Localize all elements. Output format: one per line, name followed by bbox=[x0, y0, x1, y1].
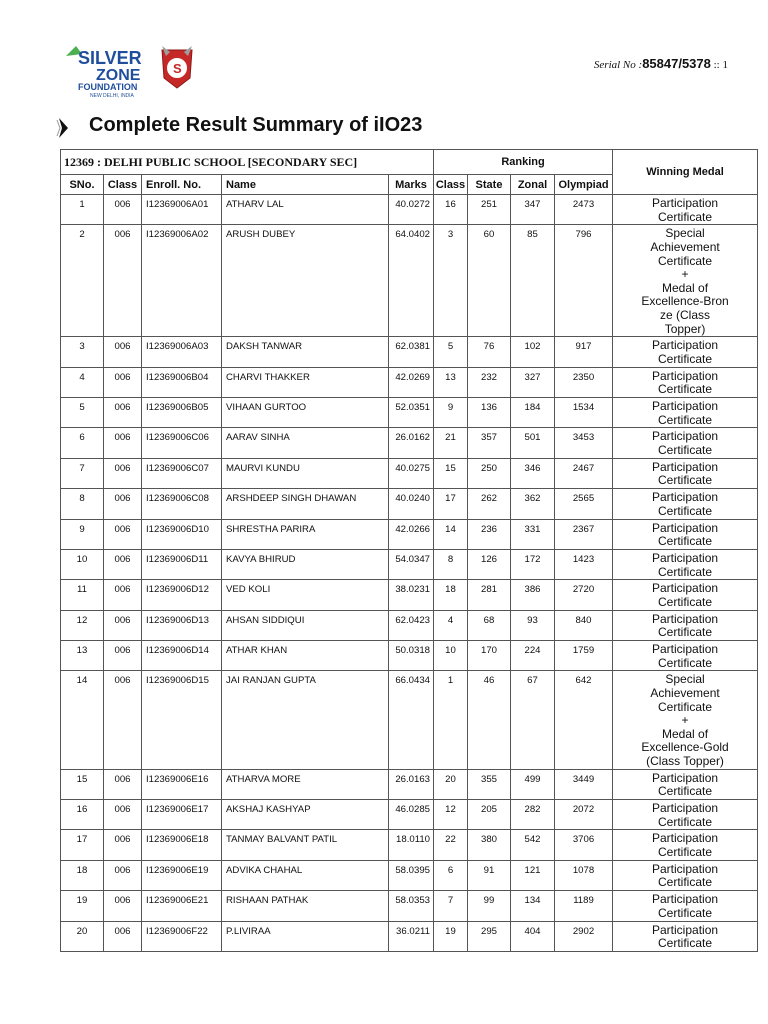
col-class: Class bbox=[104, 175, 142, 195]
cell-rank-olympiad: 3706 bbox=[555, 830, 613, 860]
cell-rank-olympiad: 2720 bbox=[555, 580, 613, 610]
cell-medal: Special Achievement Certificate + Medal of Excellence-Gold (Class Topper) bbox=[613, 671, 758, 769]
cell-rank-olympiad: 2467 bbox=[555, 458, 613, 488]
cell-sno: 17 bbox=[61, 830, 104, 860]
table-row bbox=[61, 580, 758, 610]
cell-rank-olympiad: 1759 bbox=[555, 641, 613, 671]
col-rank-zonal: Zonal bbox=[511, 175, 555, 195]
cell-name: P.LIVIRAA bbox=[222, 921, 389, 951]
cell-sno: 5 bbox=[61, 397, 104, 427]
cell-enroll: I12369006D12 bbox=[142, 580, 222, 610]
cell-rank-state: 76 bbox=[468, 337, 511, 367]
cell-name: ATHARVA MORE bbox=[222, 769, 389, 799]
ranking-header: Ranking bbox=[434, 150, 613, 175]
cell-enroll: I12369006C08 bbox=[142, 489, 222, 519]
cell-medal: Participation Certificate bbox=[613, 519, 758, 549]
cell-marks: 40.0240 bbox=[389, 489, 434, 519]
serial-value: 85847/5378 bbox=[642, 56, 711, 71]
cell-rank-class: 18 bbox=[434, 580, 468, 610]
col-rank-state: State bbox=[468, 175, 511, 195]
cell-marks: 26.0162 bbox=[389, 428, 434, 458]
cell-medal: Participation Certificate bbox=[613, 610, 758, 640]
cell-class: 006 bbox=[104, 641, 142, 671]
cell-medal: Participation Certificate bbox=[613, 921, 758, 951]
cell-rank-olympiad: 2902 bbox=[555, 921, 613, 951]
table-row bbox=[61, 489, 758, 519]
cell-rank-class: 14 bbox=[434, 519, 468, 549]
cell-name: AHSAN SIDDIQUI bbox=[222, 610, 389, 640]
cell-name: VED KOLI bbox=[222, 580, 389, 610]
cell-sno: 8 bbox=[61, 489, 104, 519]
cell-rank-state: 281 bbox=[468, 580, 511, 610]
cell-marks: 40.0275 bbox=[389, 458, 434, 488]
cell-rank-state: 68 bbox=[468, 610, 511, 640]
cell-sno: 15 bbox=[61, 769, 104, 799]
cell-name: MAURVI KUNDU bbox=[222, 458, 389, 488]
svg-text:FOUNDATION: FOUNDATION bbox=[78, 82, 138, 92]
cell-class: 006 bbox=[104, 397, 142, 427]
cell-name: ARSHDEEP SINGH DHAWAN bbox=[222, 489, 389, 519]
cell-name: ATHARV LAL bbox=[222, 195, 389, 225]
cell-rank-class: 10 bbox=[434, 641, 468, 671]
cell-name: RISHAAN PATHAK bbox=[222, 891, 389, 921]
cell-marks: 52.0351 bbox=[389, 397, 434, 427]
chevron-right-icon bbox=[56, 116, 72, 140]
cell-enroll: I12369006E21 bbox=[142, 891, 222, 921]
table-row bbox=[61, 519, 758, 549]
cell-sno: 4 bbox=[61, 367, 104, 397]
cell-rank-class: 19 bbox=[434, 921, 468, 951]
cell-rank-zonal: 327 bbox=[511, 367, 555, 397]
cell-rank-state: 251 bbox=[468, 195, 511, 225]
table-row bbox=[61, 769, 758, 799]
cell-class: 006 bbox=[104, 891, 142, 921]
cell-medal: Participation Certificate bbox=[613, 397, 758, 427]
cell-rank-zonal: 85 bbox=[511, 225, 555, 337]
cell-enroll: I12369006D13 bbox=[142, 610, 222, 640]
cell-rank-class: 17 bbox=[434, 489, 468, 519]
cell-medal: Participation Certificate bbox=[613, 458, 758, 488]
cell-class: 006 bbox=[104, 860, 142, 890]
cell-rank-olympiad: 3453 bbox=[555, 428, 613, 458]
cell-medal: Special Achievement Certificate + Medal of Excellence-Bron ze (Class Topper) bbox=[613, 225, 758, 337]
cell-medal: Participation Certificate bbox=[613, 641, 758, 671]
cell-rank-zonal: 282 bbox=[511, 800, 555, 830]
cell-medal: Participation Certificate bbox=[613, 800, 758, 830]
cell-name: AKSHAJ KASHYAP bbox=[222, 800, 389, 830]
cell-rank-olympiad: 1189 bbox=[555, 891, 613, 921]
cell-sno: 19 bbox=[61, 891, 104, 921]
cell-rank-state: 170 bbox=[468, 641, 511, 671]
page-title: Complete Result Summary of iIO23 bbox=[89, 114, 423, 136]
cell-sno: 2 bbox=[61, 225, 104, 337]
cell-marks: 40.0272 bbox=[389, 195, 434, 225]
cell-rank-class: 8 bbox=[434, 549, 468, 579]
cell-name: ARUSH DUBEY bbox=[222, 225, 389, 337]
cell-rank-class: 4 bbox=[434, 610, 468, 640]
cell-rank-class: 9 bbox=[434, 397, 468, 427]
cell-marks: 42.0266 bbox=[389, 519, 434, 549]
cell-enroll: I12369006B04 bbox=[142, 367, 222, 397]
cell-marks: 58.0353 bbox=[389, 891, 434, 921]
col-name: Name bbox=[222, 175, 389, 195]
cell-class: 006 bbox=[104, 921, 142, 951]
cell-rank-state: 236 bbox=[468, 519, 511, 549]
cell-rank-state: 232 bbox=[468, 367, 511, 397]
table-row bbox=[61, 671, 758, 769]
cell-medal: Participation Certificate bbox=[613, 860, 758, 890]
cell-rank-class: 21 bbox=[434, 428, 468, 458]
cell-name: DAKSH TANWAR bbox=[222, 337, 389, 367]
cell-name: ATHAR KHAN bbox=[222, 641, 389, 671]
cell-rank-zonal: 499 bbox=[511, 769, 555, 799]
cell-marks: 42.0269 bbox=[389, 367, 434, 397]
result-table bbox=[60, 149, 758, 952]
cell-marks: 38.0231 bbox=[389, 580, 434, 610]
table-row bbox=[61, 337, 758, 367]
cell-name: KAVYA BHIRUD bbox=[222, 549, 389, 579]
cell-sno: 11 bbox=[61, 580, 104, 610]
cell-sno: 14 bbox=[61, 671, 104, 769]
cell-rank-zonal: 404 bbox=[511, 921, 555, 951]
cell-rank-olympiad: 917 bbox=[555, 337, 613, 367]
cell-rank-olympiad: 2473 bbox=[555, 195, 613, 225]
silverzone-logo bbox=[62, 42, 212, 102]
cell-rank-zonal: 93 bbox=[511, 610, 555, 640]
cell-rank-class: 7 bbox=[434, 891, 468, 921]
cell-rank-state: 99 bbox=[468, 891, 511, 921]
cell-class: 006 bbox=[104, 225, 142, 337]
cell-class: 006 bbox=[104, 830, 142, 860]
cell-enroll: I12369006A02 bbox=[142, 225, 222, 337]
table-row bbox=[61, 397, 758, 427]
cell-medal: Participation Certificate bbox=[613, 489, 758, 519]
school-name: 12369 : DELHI PUBLIC SCHOOL [SECONDARY SEC] bbox=[61, 150, 434, 175]
cell-rank-state: 250 bbox=[468, 458, 511, 488]
cell-rank-zonal: 184 bbox=[511, 397, 555, 427]
cell-rank-olympiad: 3449 bbox=[555, 769, 613, 799]
cell-marks: 62.0423 bbox=[389, 610, 434, 640]
cell-sno: 18 bbox=[61, 860, 104, 890]
cell-name: JAI RANJAN GUPTA bbox=[222, 671, 389, 769]
cell-rank-state: 46 bbox=[468, 671, 511, 769]
cell-rank-olympiad: 2350 bbox=[555, 367, 613, 397]
cell-rank-olympiad: 642 bbox=[555, 671, 613, 769]
cell-class: 006 bbox=[104, 671, 142, 769]
cell-rank-olympiad: 2367 bbox=[555, 519, 613, 549]
cell-marks: 64.0402 bbox=[389, 225, 434, 337]
cell-medal: Participation Certificate bbox=[613, 891, 758, 921]
cell-marks: 26.0163 bbox=[389, 769, 434, 799]
cell-marks: 58.0395 bbox=[389, 860, 434, 890]
cell-medal: Participation Certificate bbox=[613, 428, 758, 458]
cell-enroll: I12369006C06 bbox=[142, 428, 222, 458]
table-row bbox=[61, 428, 758, 458]
cell-name: SHRESTHA PARIRA bbox=[222, 519, 389, 549]
cell-rank-state: 126 bbox=[468, 549, 511, 579]
svg-text:ZONE: ZONE bbox=[96, 67, 141, 84]
cell-sno: 13 bbox=[61, 641, 104, 671]
cell-class: 006 bbox=[104, 367, 142, 397]
cell-sno: 7 bbox=[61, 458, 104, 488]
cell-medal: Participation Certificate bbox=[613, 337, 758, 367]
table-row bbox=[61, 195, 758, 225]
cell-class: 006 bbox=[104, 580, 142, 610]
table-row bbox=[61, 800, 758, 830]
cell-medal: Participation Certificate bbox=[613, 549, 758, 579]
cell-name: VIHAAN GURTOO bbox=[222, 397, 389, 427]
table-row bbox=[61, 860, 758, 890]
cell-rank-class: 6 bbox=[434, 860, 468, 890]
cell-enroll: I12369006A01 bbox=[142, 195, 222, 225]
cell-marks: 54.0347 bbox=[389, 549, 434, 579]
cell-marks: 62.0381 bbox=[389, 337, 434, 367]
cell-rank-zonal: 102 bbox=[511, 337, 555, 367]
svg-text:S: S bbox=[173, 61, 182, 76]
cell-rank-state: 380 bbox=[468, 830, 511, 860]
cell-sno: 12 bbox=[61, 610, 104, 640]
svg-text:SILVER: SILVER bbox=[78, 48, 142, 68]
cell-rank-olympiad: 2565 bbox=[555, 489, 613, 519]
cell-rank-state: 60 bbox=[468, 225, 511, 337]
cell-name: CHARVI THAKKER bbox=[222, 367, 389, 397]
cell-rank-zonal: 134 bbox=[511, 891, 555, 921]
cell-rank-class: 12 bbox=[434, 800, 468, 830]
cell-marks: 50.0318 bbox=[389, 641, 434, 671]
cell-rank-state: 136 bbox=[468, 397, 511, 427]
cell-sno: 10 bbox=[61, 549, 104, 579]
cell-name: TANMAY BALVANT PATIL bbox=[222, 830, 389, 860]
col-rank-class: Class bbox=[434, 175, 468, 195]
table-row bbox=[61, 641, 758, 671]
cell-rank-zonal: 172 bbox=[511, 549, 555, 579]
cell-marks: 18.0110 bbox=[389, 830, 434, 860]
cell-rank-zonal: 386 bbox=[511, 580, 555, 610]
table-row bbox=[61, 225, 758, 337]
cell-class: 006 bbox=[104, 519, 142, 549]
cell-rank-zonal: 331 bbox=[511, 519, 555, 549]
cell-medal: Participation Certificate bbox=[613, 367, 758, 397]
cell-class: 006 bbox=[104, 549, 142, 579]
table-row bbox=[61, 367, 758, 397]
col-rank-olympiad: Olympiad bbox=[555, 175, 613, 195]
cell-class: 006 bbox=[104, 458, 142, 488]
cell-medal: Participation Certificate bbox=[613, 195, 758, 225]
cell-rank-class: 15 bbox=[434, 458, 468, 488]
cell-medal: Participation Certificate bbox=[613, 769, 758, 799]
cell-rank-zonal: 501 bbox=[511, 428, 555, 458]
cell-rank-zonal: 67 bbox=[511, 671, 555, 769]
cell-rank-class: 3 bbox=[434, 225, 468, 337]
cell-name: AARAV SINHA bbox=[222, 428, 389, 458]
cell-enroll: I12369006E18 bbox=[142, 830, 222, 860]
cell-sno: 3 bbox=[61, 337, 104, 367]
cell-enroll: I12369006F22 bbox=[142, 921, 222, 951]
svg-text:NEW DELHI, INDIA: NEW DELHI, INDIA bbox=[90, 93, 134, 99]
cell-rank-zonal: 121 bbox=[511, 860, 555, 890]
cell-class: 006 bbox=[104, 195, 142, 225]
cell-sno: 6 bbox=[61, 428, 104, 458]
cell-rank-zonal: 542 bbox=[511, 830, 555, 860]
cell-name: ADVIKA CHAHAL bbox=[222, 860, 389, 890]
cell-rank-state: 205 bbox=[468, 800, 511, 830]
cell-rank-olympiad: 1423 bbox=[555, 549, 613, 579]
cell-rank-zonal: 362 bbox=[511, 489, 555, 519]
cell-sno: 1 bbox=[61, 195, 104, 225]
cell-sno: 16 bbox=[61, 800, 104, 830]
cell-sno: 20 bbox=[61, 921, 104, 951]
col-enroll: Enroll. No. bbox=[142, 175, 222, 195]
cell-class: 006 bbox=[104, 337, 142, 367]
cell-rank-state: 262 bbox=[468, 489, 511, 519]
cell-enroll: I12369006E16 bbox=[142, 769, 222, 799]
cell-rank-class: 16 bbox=[434, 195, 468, 225]
cell-enroll: I12369006D11 bbox=[142, 549, 222, 579]
winning-medal-header: Winning Medal bbox=[613, 150, 758, 195]
cell-rank-class: 13 bbox=[434, 367, 468, 397]
cell-enroll: I12369006D10 bbox=[142, 519, 222, 549]
serial-label: Serial No : bbox=[593, 59, 643, 71]
cell-class: 006 bbox=[104, 489, 142, 519]
cell-rank-zonal: 347 bbox=[511, 195, 555, 225]
cell-rank-olympiad: 1078 bbox=[555, 860, 613, 890]
cell-rank-olympiad: 2072 bbox=[555, 800, 613, 830]
cell-rank-olympiad: 796 bbox=[555, 225, 613, 337]
cell-medal: Participation Certificate bbox=[613, 580, 758, 610]
cell-rank-class: 22 bbox=[434, 830, 468, 860]
cell-marks: 46.0285 bbox=[389, 800, 434, 830]
cell-sno: 9 bbox=[61, 519, 104, 549]
cell-enroll: I12369006C07 bbox=[142, 458, 222, 488]
cell-rank-state: 357 bbox=[468, 428, 511, 458]
table-row bbox=[61, 458, 758, 488]
table-row bbox=[61, 830, 758, 860]
cell-enroll: I12369006A03 bbox=[142, 337, 222, 367]
cell-marks: 66.0434 bbox=[389, 671, 434, 769]
cell-rank-class: 1 bbox=[434, 671, 468, 769]
cell-marks: 36.0211 bbox=[389, 921, 434, 951]
table-row bbox=[61, 891, 758, 921]
col-sno: SNo. bbox=[61, 175, 104, 195]
cell-rank-class: 5 bbox=[434, 337, 468, 367]
table-row bbox=[61, 549, 758, 579]
cell-rank-state: 91 bbox=[468, 860, 511, 890]
cell-class: 006 bbox=[104, 610, 142, 640]
cell-enroll: I12369006D15 bbox=[142, 671, 222, 769]
serial-page: :: 1 bbox=[713, 59, 728, 71]
cell-enroll: I12369006B05 bbox=[142, 397, 222, 427]
col-marks: Marks bbox=[389, 175, 434, 195]
cell-rank-olympiad: 1534 bbox=[555, 397, 613, 427]
cell-rank-olympiad: 840 bbox=[555, 610, 613, 640]
cell-class: 006 bbox=[104, 428, 142, 458]
cell-enroll: I12369006D14 bbox=[142, 641, 222, 671]
cell-enroll: I12369006E17 bbox=[142, 800, 222, 830]
table-row bbox=[61, 610, 758, 640]
cell-class: 006 bbox=[104, 769, 142, 799]
cell-rank-zonal: 346 bbox=[511, 458, 555, 488]
cell-enroll: I12369006E19 bbox=[142, 860, 222, 890]
cell-medal: Participation Certificate bbox=[613, 830, 758, 860]
table-row bbox=[61, 921, 758, 951]
cell-rank-class: 20 bbox=[434, 769, 468, 799]
serial-number bbox=[594, 56, 728, 71]
cell-class: 006 bbox=[104, 800, 142, 830]
cell-rank-zonal: 224 bbox=[511, 641, 555, 671]
cell-rank-state: 355 bbox=[468, 769, 511, 799]
cell-rank-state: 295 bbox=[468, 921, 511, 951]
